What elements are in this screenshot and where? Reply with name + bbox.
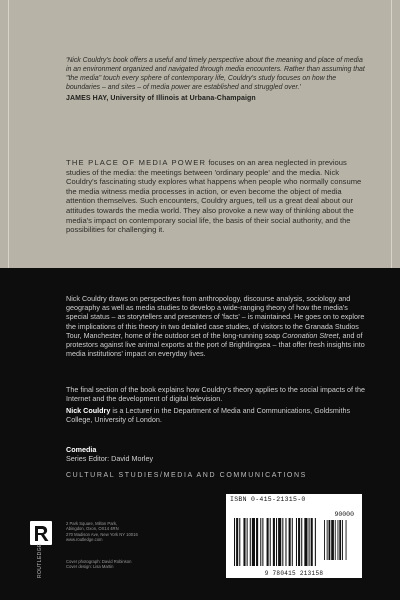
intro-paragraph xyxy=(66,158,366,235)
barcode-bar xyxy=(309,518,310,566)
ean-number: 9 780415 213158 xyxy=(264,570,324,577)
addon-bar xyxy=(329,520,331,560)
series-editor: Series Editor: David Morley xyxy=(66,454,154,463)
series-block xyxy=(66,445,316,463)
subject-category: CULTURAL STUDIES/MEDIA AND COMMUNICATIONS xyxy=(66,472,307,479)
author-name: Nick Couldry xyxy=(66,406,111,415)
address-line: www.routledge.com xyxy=(66,537,103,543)
barcode-bar xyxy=(278,518,281,566)
body-p1-part1: Nick Couldry draws on perspectives from anthropology, discourse analysis, sociology and geography as well as media studies to develop a wide-ranging theory of how the media's special status – as storytellers and presenters of 'facts' – is maintained. He goes on to explore the implications of this theory in two detailed case studies, of visitors to the Granada Studios Tour, Manchester, home of the outdoor set of the long-running soap xyxy=(66,294,365,340)
address-line: 2 Park Square, Milton Park, xyxy=(66,521,118,526)
barcode-bar xyxy=(292,518,293,566)
barcode-bar xyxy=(296,518,297,566)
address-line: Abingdon, Oxon, OX14 4RN xyxy=(66,526,119,532)
addon-bar xyxy=(331,520,334,560)
routledge-logo xyxy=(28,520,54,580)
barcode-bar xyxy=(243,518,245,566)
barcode-bar xyxy=(282,518,283,566)
barcode-bar xyxy=(276,518,277,566)
barcode-bar xyxy=(270,518,271,566)
address-line: 270 Madison Ave, New York NY 10016 xyxy=(66,531,138,537)
barcode-bar xyxy=(311,518,313,566)
credit-line: Cover photograph: David Robinson xyxy=(66,559,132,564)
addon-bar xyxy=(327,520,328,560)
barcode-bar xyxy=(298,518,300,566)
barcode-bar xyxy=(267,518,269,566)
author-bio xyxy=(66,406,366,424)
barcode-bar xyxy=(273,518,275,566)
body-paragraph-1 xyxy=(66,294,366,358)
quote-author: JAMES HAY, University of Illinois at Urbana-Champaign xyxy=(66,95,256,102)
addon-bar xyxy=(346,520,347,560)
logo-wordmark: ROUTLEDGE xyxy=(37,543,43,578)
quote-text: 'Nick Couldry's book offers a useful and timely perspective about the meaning and place of media in an environment organized and navigated through media encounters. Rather than assuming that "the media" touch every sphere of contemporary life, Couldry's study focuses on how the boundaries – and sites – of media power are established and struggled over.' xyxy=(66,57,365,91)
body-paragraph-2: The final section of the book explains how Couldry's theory applies to the social impacts of the Internet and the development of digital television. xyxy=(66,385,366,404)
isbn-label: ISBN 0-415-21315-0 xyxy=(230,496,306,503)
barcode-bar xyxy=(236,518,238,566)
barcode-bar xyxy=(250,518,251,566)
barcode-bar xyxy=(234,518,235,566)
barcode-bar xyxy=(285,518,286,566)
publisher-address xyxy=(66,521,206,543)
barcode-bar xyxy=(252,518,255,566)
addon-bar xyxy=(324,520,325,560)
body-p1-part2: , and of protestors against live animal exports at the port of Brightlingsea – that offer fresh insights into media institutions' impact on everyday lives. xyxy=(66,330,365,359)
addon-bar xyxy=(342,520,343,560)
barcode-bar xyxy=(260,518,261,566)
barcode-box xyxy=(226,494,362,578)
addon-bar xyxy=(335,520,336,560)
barcode-bar xyxy=(247,518,248,566)
barcode-bar xyxy=(262,518,263,566)
barcode-bar xyxy=(304,518,307,566)
series-publisher: Comedia xyxy=(66,445,97,454)
price-code: 90000 xyxy=(334,511,354,518)
barcode-bar xyxy=(289,518,291,566)
intro-title-caps: THE PLACE OF MEDIA POWER xyxy=(66,158,207,167)
barcode-graphic xyxy=(232,508,356,566)
intro-text: focuses on an area neglected in previous studies of the media: the meetings between 'ordinary people' and the media. Nick Couldry's fascinating study explores what happens when people who normally consume the media witness media processes in action, or even become the object of media attention themselves. Such encounters, Couldry argues, tell us a great deal about our attitudes towards the media world. They also provoke a new way of thinking about the media's impact on contemporary social life, the basis of their social authority, and the possibilities for challenging it. xyxy=(66,158,362,235)
credit-line: Cover design: Lisa Martin xyxy=(66,564,114,570)
author-bio-text: is a Lecturer in the Department of Media and Communications, Goldsmiths College, University of London. xyxy=(66,406,351,425)
barcode-bar xyxy=(239,518,240,566)
addon-bar xyxy=(339,520,341,560)
addon-bar xyxy=(338,520,339,560)
barcode-bar xyxy=(256,518,258,566)
cover-credits xyxy=(66,559,206,570)
review-quote xyxy=(66,56,366,103)
body-p1-italic: Coronation Street xyxy=(282,330,339,340)
barcode-bar xyxy=(315,518,316,566)
barcode-bar xyxy=(301,518,302,566)
